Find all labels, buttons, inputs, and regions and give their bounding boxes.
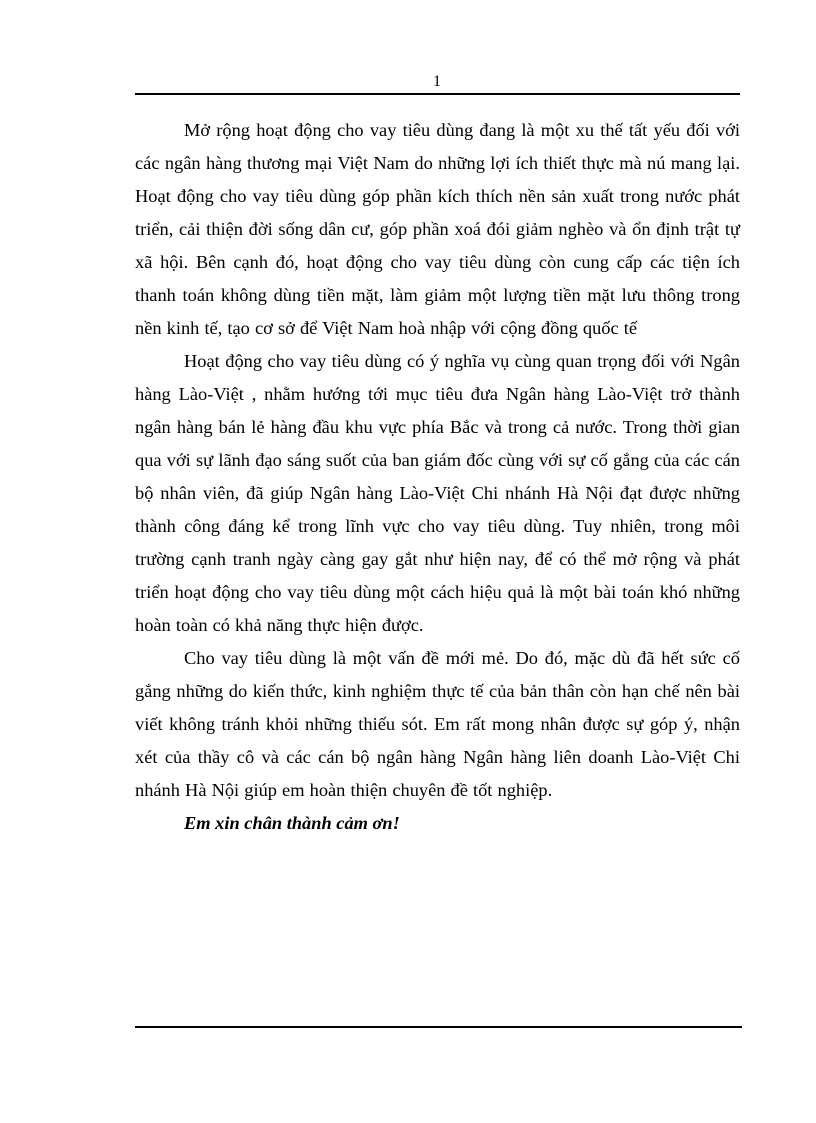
body-text	[135, 114, 740, 840]
paragraph-1: Mở rộng hoạt động cho vay tiêu dùng đang là một xu thế tất yếu đối với các ngân hàng thương mại Việt Nam do những lợi ích thiết thực mà nú mang lại. Hoạt động cho vay tiêu dùng góp phần kích thích nền sản xuất trong nước phát triển, cải thiện đời sống dân cư, góp phần xoá đói giảm nghèo và ổn định trật tự xã hội. Bên cạnh đó, hoạt động cho vay tiêu dùng còn cung cấp các tiện ích thanh toán không dùng tiền mặt, làm giảm một lượng tiền mặt lưu thông trong nền kinh tế, tạo cơ sở để Việt Nam hoà nhập với cộng đồng quốc tế	[135, 120, 740, 338]
page-number: 1	[433, 73, 441, 90]
paragraph-2: Hoạt động cho vay tiêu dùng có ý nghĩa vụ cùng quan trọng đối với Ngân hàng Lào-Việt , nhằm hướng tới mục tiêu đưa Ngân hàng Lào-Việt trở thành ngân hàng bán lẻ hàng đầu khu vực phía Bắc và trong cả nước. Trong thời gian qua với sự lãnh đạo sáng suốt của ban giám đốc cùng với sự cố gắng của các cán bộ nhân viên, đã giúp Ngân hàng Lào-Việt Chi nhánh Hà Nội đạt được những thành công đáng kể trong lĩnh vực cho vay tiêu dùng. Tuy nhiên, trong môi trường cạnh tranh ngày càng gay gắt như hiện nay, để có thể mở rộng và phát triển hoạt động cho vay tiêu dùng một cách hiệu quả là một bài toán khó những hoàn toàn có khả năng thực hiện được.	[135, 351, 740, 635]
paragraph-3: Cho vay tiêu dùng là một vấn đề mới mẻ. Do đó, mặc dù đã hết sức cố gắng những do kiến thức, kinh nghiệm thực tế của bản thân còn hạn chế nên bài viết không tránh khỏi những thiếu sót. Em rất mong nhân được sự góp ý, nhận xét của thầy cô và các cán bộ ngân hàng Ngân hàng liên doanh Lào-Việt Chi nhánh Hà Nội giúp em hoàn thiện chuyên đề tốt nghiệp.	[135, 648, 740, 800]
closing-line: Em xin chân thành cảm ơn!	[184, 813, 400, 833]
footer-rule	[135, 1026, 742, 1028]
header-rule	[135, 93, 740, 95]
